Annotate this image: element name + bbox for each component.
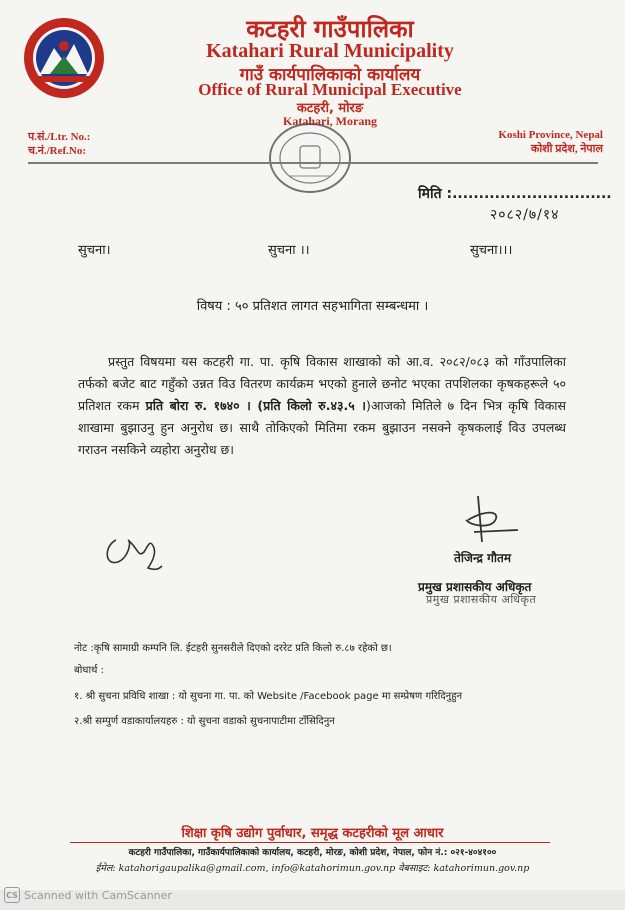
date-label: मिति :.............................. [418, 186, 612, 202]
body-text-price: प्रति बोरा रु. १७४० । (प्रति किलो रु.४३.५ । [145, 398, 366, 413]
note-line: नोट :कृषि सामाग्री कम्पनि लि. ईटहरी सुनसरीले दिएको दररेट प्रति किलो रु.८७ रहेको छ। [74, 643, 392, 654]
header-divider [28, 162, 598, 164]
cc-item-2: २.श्री सम्पुर्ण वडाकार्यालयहरु : यो सुचना वडाको सुचनापाटीमा टाँसिदिनुन [74, 716, 335, 727]
cc-heading: बोधार्थ : [74, 665, 104, 676]
place-english: Katahari, Morang [283, 114, 377, 128]
footer-divider [70, 842, 550, 843]
place-nepali: कटहरी, मोरङ [296, 101, 364, 116]
reference-number-label: च.नं./Ref.No: [28, 145, 86, 157]
notice-heading-3: सुचना।।। [470, 243, 513, 258]
office-stamp-icon [262, 116, 358, 196]
body-text-part-2: )आजको मितिले ७ दिन भित्र कृषि विकास शाखामा बुझाउनु हुन अनुरोध छ। साथै तोकिएको मितिमा रकम बुझाउन नसक्ने कृषकलाई विउ उपलब्ध गराउन नसकिने व्यहोरा अनुरोध छ। [78, 398, 566, 457]
municipality-name-nepali: कटहरी गाउँपालिका [246, 15, 414, 43]
province-block [498, 128, 603, 156]
notice-heading-1: सुचना। [78, 243, 111, 258]
municipality-emblem-icon [22, 16, 106, 100]
province-nepali: कोशी प्रदेश, नेपाल [530, 143, 603, 155]
camscanner-label: Scanned with CamScanner [24, 888, 172, 902]
camscanner-logo-icon: CS [4, 887, 20, 903]
date-value: २०८२/७/१४ [490, 207, 560, 223]
office-name-english: Office of Rural Municipal Executive [198, 80, 462, 99]
letter-body [78, 351, 566, 461]
office-name-nepali: गाउँ कार्यपालिकाको कार्यालय [239, 65, 421, 85]
letter-number-label: प.सं./Ltr. No.: [28, 131, 91, 143]
right-signature-icon [448, 490, 528, 550]
notice-heading-2: सुचना ।। [268, 243, 310, 258]
province-english: Koshi Province, Nepal [498, 129, 603, 141]
subject-line: विषय : ५० प्रतिशत लागत सहभागिता सम्बन्धमा । [196, 299, 429, 314]
signer-title: प्रमुख प्रशासकीय अधिकृत [418, 580, 532, 594]
signer-title-stamp: प्रमुख प्रशासकीय अधिकृत [426, 593, 537, 606]
municipality-name-english: Katahari Rural Municipality [206, 40, 454, 62]
reference-numbers [28, 130, 90, 158]
signer-name: तेजिन्द्र गौतम [454, 551, 511, 565]
left-signature-icon [98, 518, 168, 578]
camscanner-watermark [4, 887, 172, 903]
footer-contact: ईमेल: katahorigaupalika@gmail.com, info@katahorimun.gov.np वेबसाइट: katahorimun.gov.np [95, 863, 530, 874]
body-text-part-1: प्रस्तुत विषयमा यस कटहरी गा. पा. कृषि विकास शाखाको को आ.व. २०८२/०८३ को गाँउपालिका तर्फको बजेट बाट गहुँको उन्नत विउ वितरण कार्यक्रम भएको हुनाले छनोट भएका तपशिलका कृषकहरूले ५० प्रतिशत रकम [78, 354, 566, 413]
footer-address: कटहरी गाउँपालिका, गाउँकार्यपालिकाको कार्यालय, कटहरी, मोरङ, कोशी प्रदेश, नेपाल, फोन नं.: ०२१-४०४१०० [128, 848, 497, 858]
cc-item-1: १. श्री सुचना प्रविधि शाखा : यो सुचना गा. पा. को Website /Facebook page मा सम्प्रेषण गरिदिनुहुन [74, 691, 463, 702]
footer-slogan: शिक्षा कृषि उद्योग पुर्वाधार, समृद्ध कटहरीको मूल आधार [181, 826, 444, 841]
